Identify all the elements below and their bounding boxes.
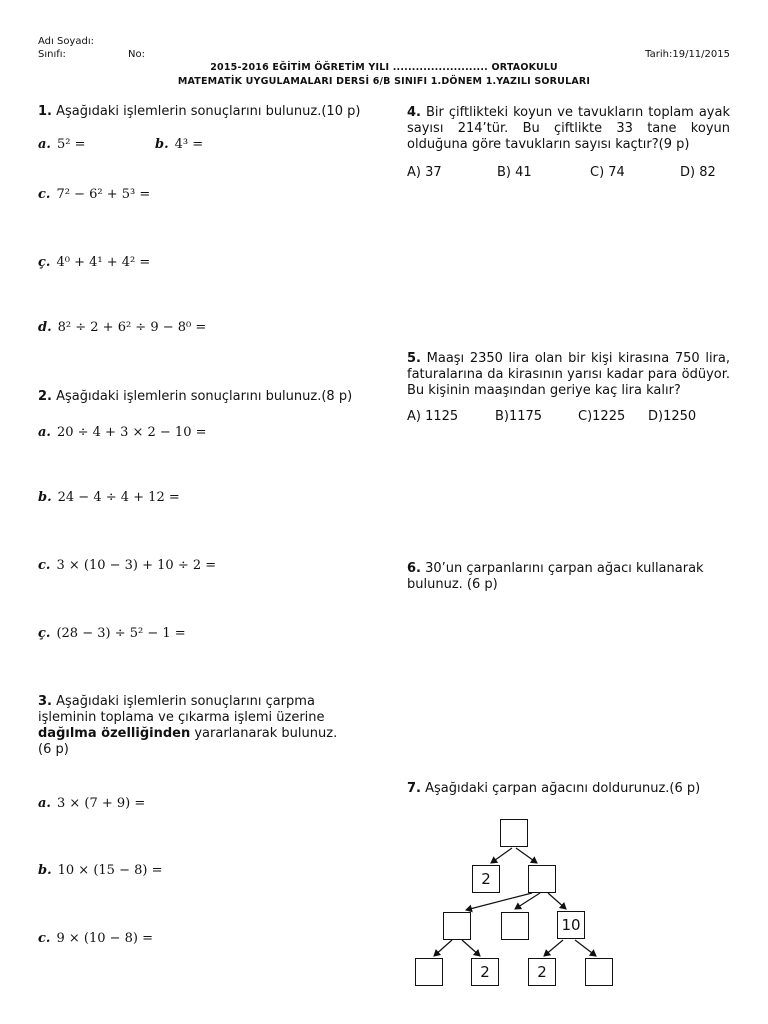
- q4-option-b: B) 41: [497, 165, 532, 180]
- item-expression: 5² =: [56, 137, 86, 152]
- item-expression: 8² ÷ 2 + 6² ÷ 9 − 8⁰ =: [57, 320, 207, 335]
- tree-branch: [548, 893, 566, 909]
- item-label: c.: [38, 931, 51, 946]
- question-6-text: 30’un çarpanlarını çarpan ağacı kullanarak bulunuz. (6 p): [407, 561, 704, 592]
- item-label: a.: [38, 137, 51, 152]
- tree-branch: [575, 940, 596, 956]
- q4-option-d: D) 82: [680, 165, 716, 180]
- q5-option-d: D)1250: [648, 409, 697, 424]
- item-expression: 9 × (10 − 8) =: [56, 931, 154, 946]
- question-3-number: 3.: [38, 694, 52, 709]
- item-expression: 4³ =: [174, 137, 204, 152]
- tree-box-level4-3: 2: [528, 958, 556, 986]
- item-label: c.: [38, 187, 51, 202]
- item-label: b.: [38, 490, 52, 505]
- q5-option-b: B)1175: [495, 409, 543, 424]
- tree-box-level3-left[interactable]: [443, 912, 471, 940]
- item-expression: 3 × (10 − 3) + 10 ÷ 2 =: [56, 558, 217, 573]
- question-2-number: 2.: [38, 389, 52, 404]
- q4-option-c: C) 74: [590, 165, 625, 180]
- question-4-number: 4.: [407, 105, 421, 120]
- question-3-text-bold: dağılma özelliğinden: [38, 726, 191, 741]
- tree-box-level2-right[interactable]: [528, 865, 556, 893]
- question-3-text-b: yararlanarak bulunuz. (6 p): [38, 726, 338, 757]
- item-label: c.: [38, 558, 51, 573]
- item-label: b.: [155, 137, 169, 152]
- question-7-number: 7.: [407, 781, 421, 796]
- tree-box-level4-4[interactable]: [585, 958, 613, 986]
- item-label: ç.: [38, 255, 51, 270]
- date-label: Tarih:19/11/2015: [645, 49, 730, 60]
- item-label: ç.: [38, 626, 51, 641]
- question-5-text: Maaşı 2350 lira olan bir kişi kirasına 750 lira, faturalarına da kirasının yarısı kadar para ödüyor. Bu kişinin maaşından geriye kaç lira kalır?: [407, 351, 730, 398]
- tree-branch: [491, 848, 512, 863]
- item-expression: 7² − 6² + 5³ =: [56, 187, 151, 202]
- question-5-number: 5.: [407, 351, 421, 366]
- name-label: Adı Soyadı:: [38, 36, 94, 47]
- number-label: No:: [128, 49, 145, 60]
- item-expression: 4⁰ + 4¹ + 4² =: [56, 255, 151, 270]
- tree-box-level3-right: 10: [557, 911, 585, 939]
- tree-box-level4-2: 2: [471, 958, 499, 986]
- item-expression: 10 × (15 − 8) =: [57, 863, 163, 878]
- item-label: d.: [38, 320, 52, 335]
- tree-branch: [466, 893, 532, 910]
- exam-title-line2: MATEMATİK UYGULAMALARI DERSİ 6/B SINIFI 1.DÖNEM 1.YAZILI SORULARI: [177, 76, 591, 87]
- tree-branch: [544, 940, 563, 956]
- item-label: a.: [38, 425, 51, 440]
- exam-title-line1: 2015-2016 EĞİTİM ÖĞRETİM YILI ......................... ORTAOKULU: [210, 62, 558, 73]
- q5-option-a: A) 1125: [407, 409, 459, 424]
- q5-option-c: C)1225: [578, 409, 626, 424]
- item-label: a.: [38, 796, 51, 811]
- question-1-number: 1.: [38, 104, 52, 119]
- q4-option-a: A) 37: [407, 165, 442, 180]
- question-3-text-a: Aşağıdaki işlemlerin sonuçlarını çarpma işleminin toplama ve çıkarma işlemi üzerine: [38, 694, 325, 725]
- tree-branch: [515, 893, 540, 909]
- question-1-text: Aşağıdaki işlemlerin sonuçlarını bulunuz.(10 p): [51, 104, 361, 119]
- item-expression: 20 ÷ 4 + 3 × 2 − 10 =: [56, 425, 207, 440]
- tree-branch: [434, 940, 452, 956]
- item-label: b.: [38, 863, 52, 878]
- class-label: Sınıfı:: [38, 49, 66, 60]
- item-expression: 3 × (7 + 9) =: [56, 796, 146, 811]
- item-expression: 24 − 4 ÷ 4 + 12 =: [57, 490, 180, 505]
- tree-box-level2-left: 2: [472, 865, 500, 893]
- tree-box-level3-middle[interactable]: [501, 912, 529, 940]
- tree-branch: [462, 940, 480, 956]
- tree-box-level4-1[interactable]: [415, 958, 443, 986]
- tree-branch: [516, 848, 537, 863]
- item-expression: (28 − 3) ÷ 5² − 1 =: [56, 626, 186, 641]
- question-6-number: 6.: [407, 561, 421, 576]
- question-7-text: Aşağıdaki çarpan ağacını doldurunuz.(6 p): [420, 781, 701, 796]
- question-2-text: Aşağıdaki işlemlerin sonuçlarını bulunuz.(8 p): [51, 389, 353, 404]
- tree-box-root[interactable]: [500, 819, 528, 847]
- question-4-text: Bir çiftlikteki koyun ve tavukların toplam ayak sayısı 214’tür. Bu çiftlikte 33 tane koyun olduğuna göre tavukların sayısı kaçtır?(9 p): [407, 105, 730, 152]
